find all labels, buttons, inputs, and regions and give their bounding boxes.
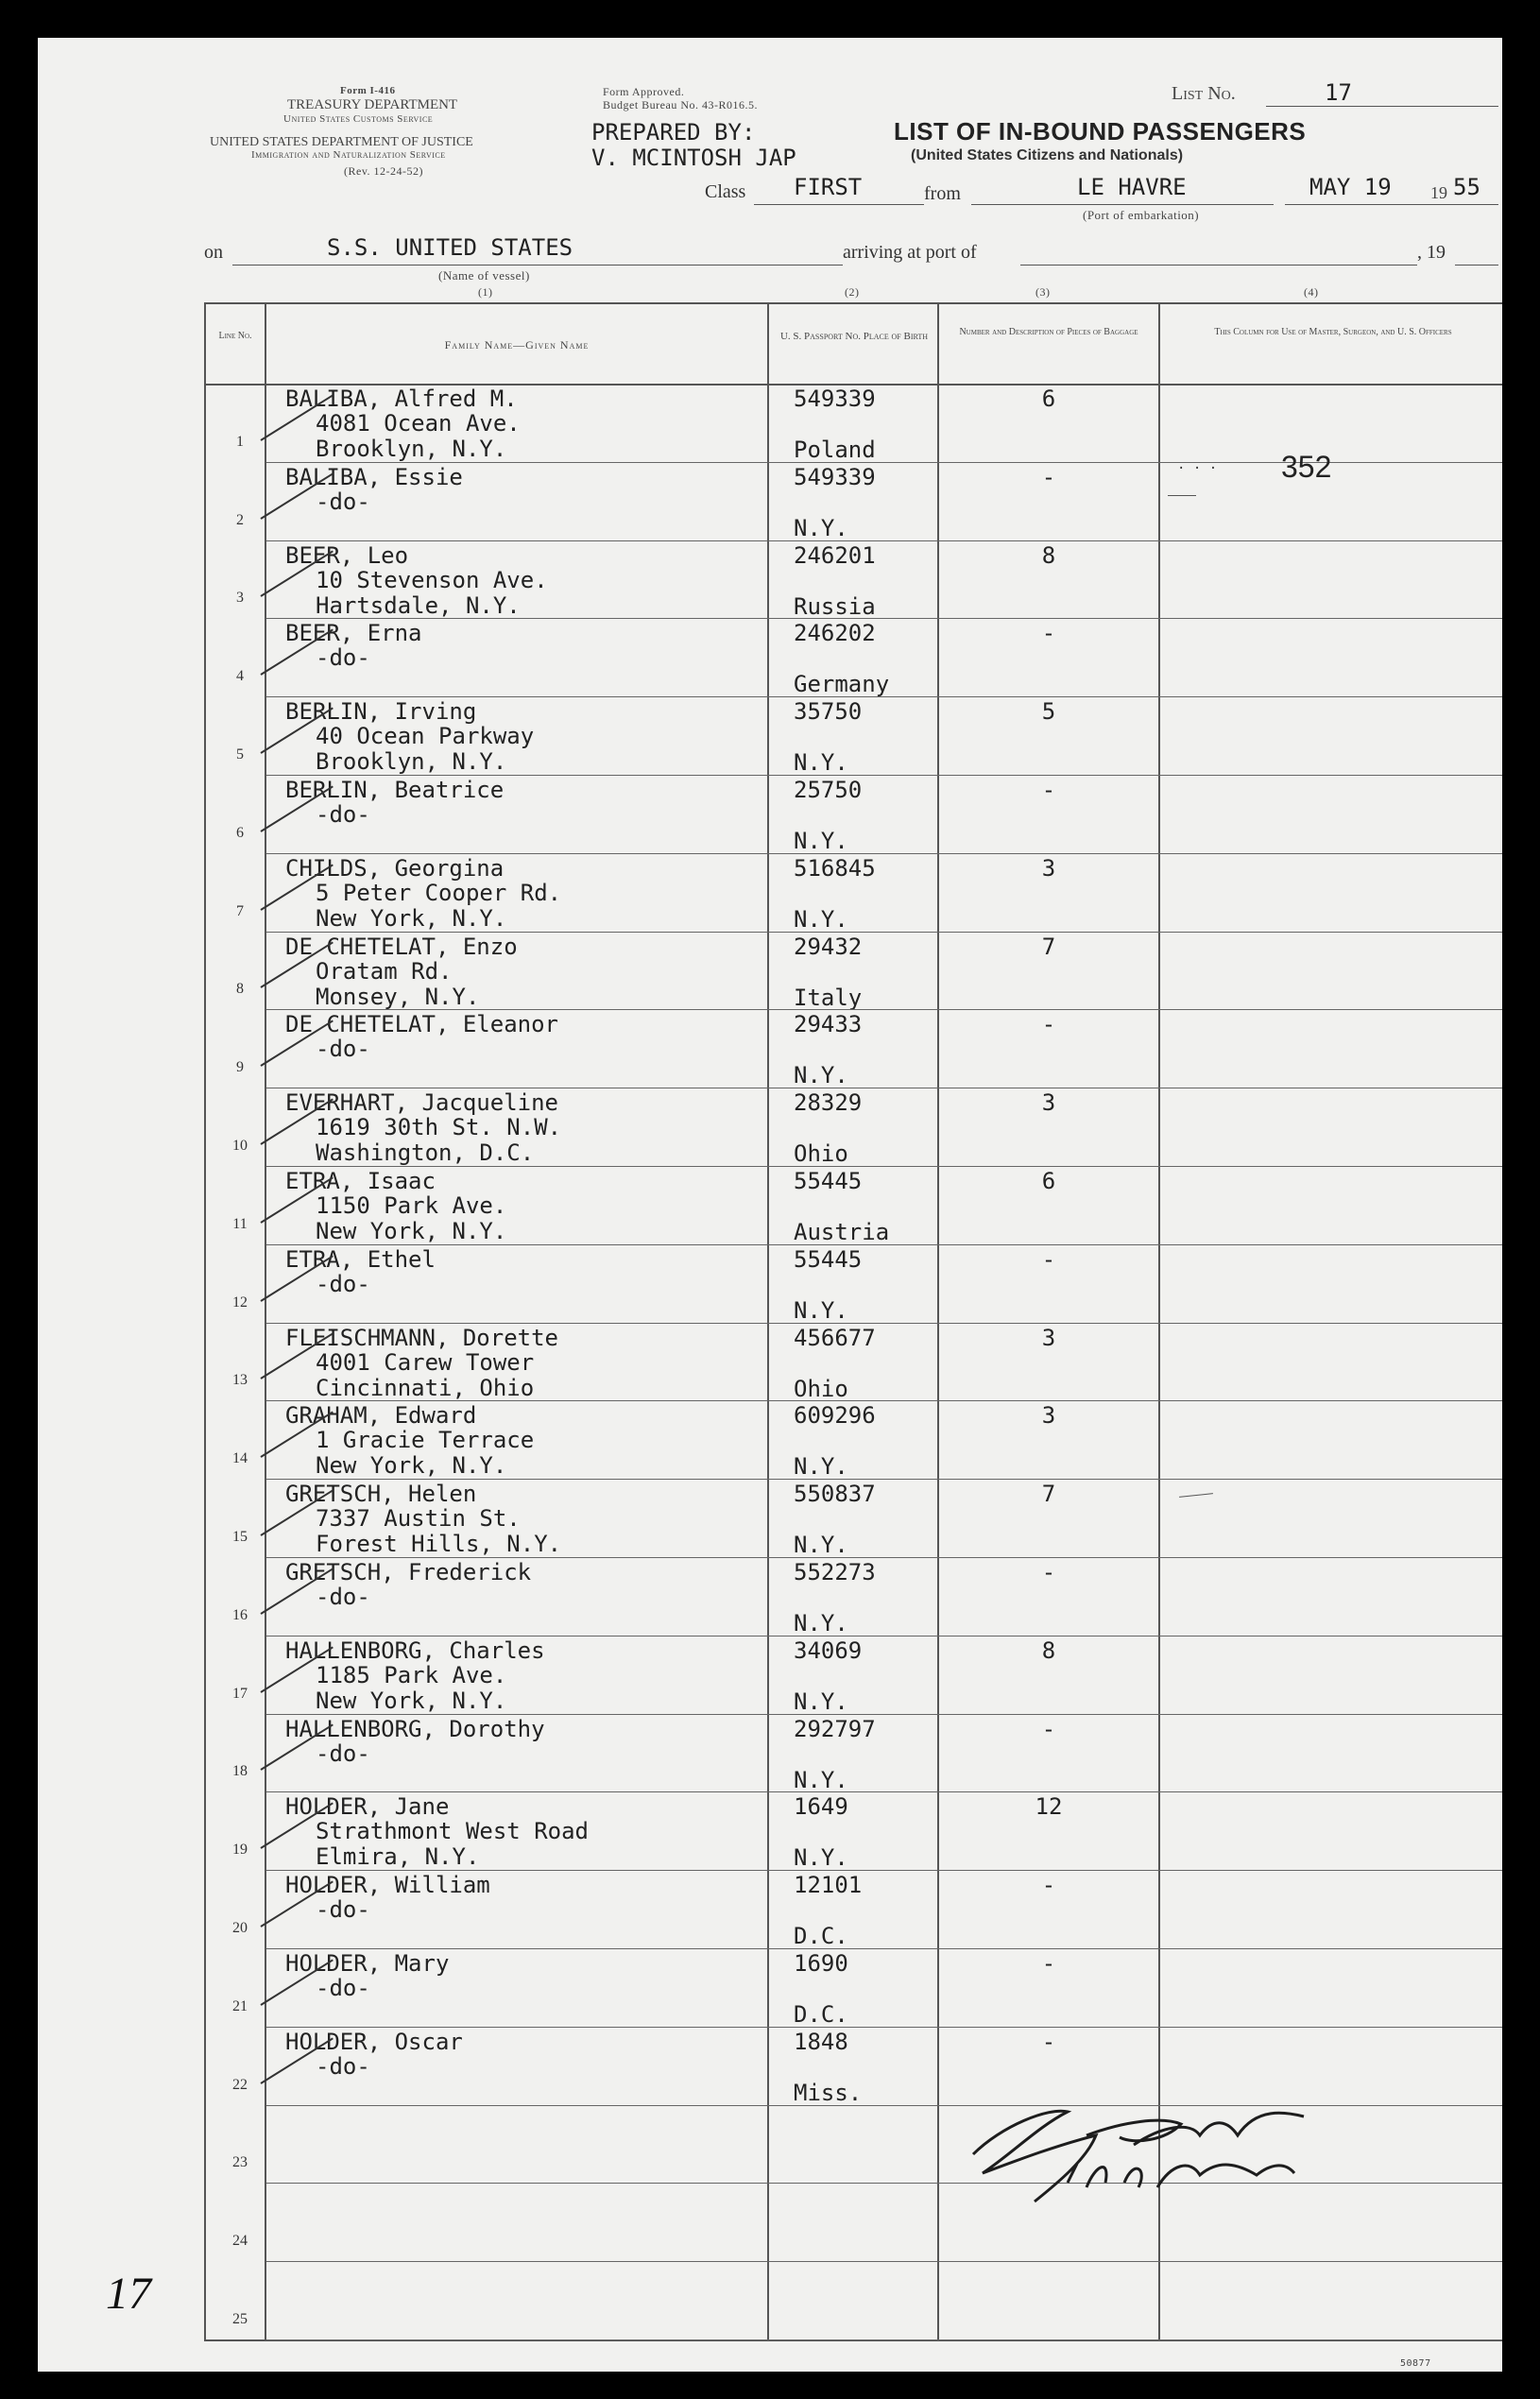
on-label: on — [204, 242, 223, 263]
passport-number: 1690 — [794, 1950, 848, 1977]
passenger-address-line: -do- — [316, 1036, 370, 1063]
baggage-count: 8 — [1041, 541, 1056, 569]
baggage-count: 12 — [1035, 1793, 1063, 1821]
line-number: 3 — [236, 590, 244, 607]
form-approved: Form Approved. — [603, 85, 685, 98]
line-number: 25 — [232, 2311, 248, 2327]
col-divider-line — [265, 302, 266, 2339]
dept-justice: UNITED STATES DEPARTMENT OF JUSTICE — [210, 135, 473, 149]
place-of-birth: N.Y. — [794, 828, 848, 854]
passenger-name: BERLIN, Beatrice — [285, 777, 505, 803]
place-of-birth: Ohio — [794, 1375, 848, 1402]
baggage-count: 6 — [1041, 386, 1056, 412]
passenger-name: HOLDER, Mary — [285, 1950, 450, 1977]
baggage-count: - — [1041, 1950, 1056, 1977]
passenger-name: ETRA, Isaac — [285, 1168, 436, 1194]
date-value: MAY 19 — [1309, 174, 1392, 200]
passport-number: 29432 — [794, 933, 863, 960]
passenger-address-line: 7337 Austin St. — [316, 1505, 521, 1533]
place-of-birth: N.Y. — [794, 1610, 848, 1636]
col-number-1: (1) — [478, 285, 493, 299]
passenger-address-line: -do- — [316, 1739, 370, 1767]
baggage-count: - — [1041, 2028, 1056, 2055]
place-of-birth: N.Y. — [794, 905, 848, 933]
passenger-address-line: 10 Stevenson Ave. — [316, 566, 548, 593]
baggage-count: 3 — [1041, 1089, 1056, 1117]
passport-number: 549339 — [794, 386, 876, 412]
baggage-count: 7 — [1041, 1481, 1056, 1508]
passenger-address-line: New York, N.Y. — [316, 1452, 507, 1480]
place-of-birth: N.Y. — [794, 1296, 848, 1324]
passport-number: 550837 — [794, 1481, 876, 1508]
line-number: 17 — [232, 1685, 248, 1702]
header-officer-use: This Column for Use of Master, Surgeon, and U. S. Officers — [1214, 327, 1452, 337]
from-value: LE HAVRE — [1077, 174, 1187, 200]
passenger-address-line: Oratam Rd. — [316, 957, 453, 985]
passport-number: 456677 — [794, 1324, 876, 1351]
passenger-name: DE CHETELAT, Enzo — [285, 933, 518, 960]
passport-number: 1848 — [794, 2028, 848, 2055]
passport-number: 28329 — [794, 1089, 863, 1117]
baggage-count: - — [1041, 1245, 1056, 1273]
form-title: LIST OF IN-BOUND PASSENGERS — [894, 117, 1307, 146]
class-value: FIRST — [794, 174, 863, 200]
passenger-address-line: Hartsdale, N.Y. — [316, 591, 521, 619]
list-no-underline — [1266, 106, 1498, 107]
passport-number: 516845 — [794, 854, 876, 882]
table-top-border — [204, 302, 1502, 304]
line-number: 1 — [236, 433, 244, 450]
row-divider — [266, 1948, 1502, 1949]
line-number: 8 — [236, 981, 244, 998]
col-divider-name — [767, 302, 769, 2339]
passenger-name: BALIBA, Alfred M. — [285, 386, 518, 412]
passenger-name: GRETSCH, Helen — [285, 1481, 477, 1508]
header-family-name: Family Name—Given Name — [444, 338, 590, 351]
passenger-address-line: -do- — [316, 1584, 370, 1610]
budget-bureau: Budget Bureau No. 43-R016.5. — [603, 98, 758, 111]
officer-signature — [945, 2069, 1323, 2211]
passenger-name: BEER, Erna — [285, 620, 422, 647]
passport-number: 1649 — [794, 1793, 848, 1821]
prepared-by-label: PREPARED BY: — [591, 119, 756, 146]
row-divider — [266, 1244, 1502, 1245]
passenger-address-line: 1619 30th St. N.W. — [316, 1114, 562, 1141]
line-number: 22 — [232, 2076, 248, 2093]
passport-number: 29433 — [794, 1011, 863, 1038]
place-of-birth: N.Y. — [794, 749, 848, 777]
line-number: 24 — [232, 2233, 248, 2250]
arriving-year-underline — [1455, 265, 1498, 266]
passport-number: 55445 — [794, 1245, 863, 1273]
line-number: 7 — [236, 902, 244, 919]
vessel-underline — [232, 265, 843, 266]
place-of-birth: D.C. — [794, 1923, 848, 1950]
passenger-address-line: New York, N.Y. — [316, 1687, 507, 1714]
passenger-name: HOLDER, Oscar — [285, 2028, 463, 2055]
passenger-address-line: Cincinnati, Ohio — [316, 1374, 535, 1401]
form-subtitle: (United States Citizens and Nationals) — [911, 147, 1184, 163]
passenger-name: BEER, Leo — [285, 541, 409, 569]
place-of-birth: N.Y. — [794, 1688, 848, 1715]
col-number-3: (3) — [1035, 285, 1051, 299]
place-of-birth: Miss. — [794, 2079, 863, 2106]
annotation-stroke — [1179, 1493, 1213, 1498]
passenger-address-line: Monsey, N.Y. — [316, 983, 480, 1010]
passenger-address-line: Elmira, N.Y. — [316, 1843, 480, 1871]
row-divider — [266, 932, 1502, 933]
passenger-name: BERLIN, Irving — [285, 698, 477, 726]
baggage-count: - — [1041, 1011, 1056, 1038]
row-divider — [266, 2261, 1502, 2262]
baggage-count: 3 — [1041, 1324, 1056, 1351]
passenger-address-line: 5 Peter Cooper Rd. — [316, 879, 562, 906]
line-number: 6 — [236, 824, 244, 841]
passenger-address-line: 4001 Carew Tower — [316, 1348, 535, 1376]
passenger-address-line: 1 Gracie Terrace — [316, 1427, 535, 1454]
line-number: 14 — [232, 1450, 248, 1467]
row-divider — [266, 1791, 1502, 1792]
passenger-name: HALLENBORG, Charles — [285, 1636, 545, 1664]
dept-customs: United States Customs Service — [283, 113, 434, 125]
baggage-count: - — [1041, 463, 1056, 490]
header-baggage: Number and Description of Pieces of Baggage — [959, 327, 1138, 337]
row-divider — [266, 618, 1502, 619]
row-divider — [266, 1009, 1502, 1010]
line-number: 18 — [232, 1763, 248, 1780]
place-of-birth: Austria — [794, 1219, 890, 1245]
line-number: 13 — [232, 1372, 248, 1389]
arriving-label: arriving at port of — [843, 242, 977, 263]
passenger-name: FLEISCHMANN, Dorette — [285, 1324, 558, 1351]
row-divider — [266, 2339, 1502, 2340]
row-divider — [266, 1323, 1502, 1324]
passport-number: 55445 — [794, 1168, 863, 1194]
passenger-address-line: Washington, D.C. — [316, 1140, 535, 1167]
passport-number: 34069 — [794, 1636, 863, 1664]
passport-number: 12101 — [794, 1872, 863, 1899]
col-number-2: (2) — [845, 285, 860, 299]
passenger-name: GRAHAM, Edward — [285, 1402, 477, 1430]
passenger-address-line: Brooklyn, N.Y. — [316, 748, 507, 776]
passenger-list-sheet — [38, 38, 1502, 2372]
place-of-birth: N.Y. — [794, 1532, 848, 1559]
passenger-address-line: -do- — [316, 2052, 370, 2080]
line-number: 19 — [232, 1842, 248, 1859]
annotation-dots: · · · — [1177, 461, 1218, 476]
table-left-border — [204, 302, 206, 2339]
line-number: 23 — [232, 2154, 248, 2171]
date-printed-19: 19 — [1430, 183, 1447, 202]
passenger-name: GRETSCH, Frederick — [285, 1559, 532, 1585]
passenger-address-line: 4081 Ocean Ave. — [316, 410, 521, 437]
margin-mark: 17 — [106, 2269, 151, 2319]
annotation-352: 352 — [1281, 450, 1332, 484]
line-number: 9 — [236, 1059, 244, 1076]
row-divider — [266, 1870, 1502, 1871]
row-divider — [266, 1400, 1502, 1401]
baggage-count: - — [1041, 777, 1056, 803]
passenger-name: DE CHETELAT, Eleanor — [285, 1011, 558, 1038]
passenger-name: HOLDER, Jane — [285, 1793, 450, 1821]
dept-immigration: Immigration and Naturalization Service — [251, 149, 446, 161]
header-line-no: Line No. — [218, 331, 252, 341]
place-of-birth: D.C. — [794, 2001, 848, 2028]
passenger-address-line: -do- — [316, 488, 370, 515]
row-divider — [266, 540, 1502, 541]
passenger-name: HALLENBORG, Dorothy — [285, 1715, 545, 1742]
passenger-address-line: New York, N.Y. — [316, 904, 507, 932]
prepared-by-value: V. MCINTOSH JAP — [591, 145, 796, 171]
baggage-count: - — [1041, 1559, 1056, 1585]
vessel-value: S.S. UNITED STATES — [327, 234, 573, 261]
passport-number: 609296 — [794, 1402, 876, 1430]
list-no-label: List No. — [1172, 83, 1236, 104]
passenger-address-line: 40 Ocean Parkway — [316, 723, 535, 750]
row-divider — [266, 1166, 1502, 1167]
baggage-count: 6 — [1041, 1168, 1056, 1194]
passenger-address-line: -do- — [316, 801, 370, 828]
line-number: 10 — [232, 1138, 248, 1154]
line-number: 21 — [232, 1997, 248, 2014]
passport-number: 552273 — [794, 1559, 876, 1585]
line-number: 11 — [232, 1215, 248, 1232]
line-number: 16 — [232, 1606, 248, 1623]
row-divider — [266, 853, 1502, 854]
passport-number: 35750 — [794, 698, 863, 726]
annotation-dash — [1168, 495, 1196, 496]
line-number: 15 — [232, 1529, 248, 1545]
baggage-count: 7 — [1041, 933, 1056, 960]
arriving-year: , 19 — [1417, 242, 1446, 263]
class-label: Class — [705, 181, 746, 202]
row-divider — [266, 775, 1502, 776]
arriving-underline — [1020, 265, 1417, 266]
row-divider — [266, 2027, 1502, 2028]
date-underline — [1285, 204, 1498, 205]
list-no-value: 17 — [1325, 79, 1352, 106]
baggage-count: - — [1041, 620, 1056, 647]
baggage-count: - — [1041, 1872, 1056, 1899]
passport-number: 292797 — [794, 1715, 876, 1742]
passenger-address-line: -do- — [316, 1896, 370, 1924]
place-of-birth: Italy — [794, 984, 863, 1011]
footer-code: 50877 — [1400, 2358, 1431, 2369]
place-of-birth: N.Y. — [794, 1062, 848, 1089]
place-of-birth: Ohio — [794, 1140, 848, 1168]
line-number: 20 — [232, 1920, 248, 1936]
line-number: 5 — [236, 746, 244, 763]
row-divider — [266, 1714, 1502, 1715]
passport-number: 25750 — [794, 777, 863, 803]
line-number: 2 — [236, 511, 244, 528]
passenger-name: ETRA, Ethel — [285, 1245, 436, 1273]
class-underline — [754, 204, 924, 205]
place-of-birth: N.Y. — [794, 1453, 848, 1481]
vessel-note: (Name of vessel) — [438, 268, 530, 283]
row-divider — [266, 1557, 1502, 1558]
place-of-birth: Germany — [794, 671, 890, 698]
place-of-birth: N.Y. — [794, 514, 848, 541]
passenger-address-line: -do- — [316, 644, 370, 672]
col-divider-passport — [937, 302, 939, 2339]
line-number: 12 — [232, 1294, 248, 1311]
passenger-address-line: 1150 Park Ave. — [316, 1192, 507, 1219]
passenger-address-line: Strathmont West Road — [316, 1818, 589, 1845]
line-number: 4 — [236, 668, 244, 685]
passport-number: 549339 — [794, 463, 876, 490]
place-of-birth: N.Y. — [794, 1844, 848, 1872]
passenger-address-line: Brooklyn, N.Y. — [316, 436, 507, 462]
form-number: Form I-416 — [340, 85, 396, 96]
port-of-embarkation-note: (Port of embarkation) — [1083, 208, 1200, 222]
passenger-name: CHILDS, Georgina — [285, 854, 505, 882]
baggage-count: 5 — [1041, 698, 1056, 726]
col-divider-baggage — [1158, 302, 1160, 2339]
from-underline — [971, 204, 1274, 205]
passenger-name: BALIBA, Essie — [285, 463, 463, 490]
passenger-name: EVERHART, Jacqueline — [285, 1089, 558, 1117]
dept-treasury: TREASURY DEPARTMENT — [287, 97, 458, 112]
passenger-address-line: New York, N.Y. — [316, 1218, 507, 1244]
baggage-count: - — [1041, 1715, 1056, 1742]
place-of-birth: N.Y. — [794, 1766, 848, 1793]
passenger-address-line: -do- — [316, 1975, 370, 2001]
col-number-4: (4) — [1304, 285, 1319, 299]
row-divider — [266, 696, 1502, 697]
header-passport-birth: U. S. Passport No. Place of Birth — [779, 331, 929, 342]
passport-number: 246201 — [794, 541, 876, 569]
form-revision: (Rev. 12-24-52) — [344, 164, 424, 178]
passenger-name: HOLDER, William — [285, 1872, 490, 1899]
from-label: from — [924, 183, 961, 204]
place-of-birth: Russia — [794, 592, 876, 620]
baggage-count: 8 — [1041, 1636, 1056, 1664]
passenger-address-line: Forest Hills, N.Y. — [316, 1531, 562, 1558]
passenger-address-line: -do- — [316, 1270, 370, 1297]
place-of-birth: Poland — [794, 437, 876, 463]
passenger-address-line: 1185 Park Ave. — [316, 1661, 507, 1688]
row-divider — [266, 1479, 1502, 1480]
baggage-count: 3 — [1041, 854, 1056, 882]
year-value: 55 — [1453, 174, 1480, 200]
passport-number: 246202 — [794, 620, 876, 647]
baggage-count: 3 — [1041, 1402, 1056, 1430]
